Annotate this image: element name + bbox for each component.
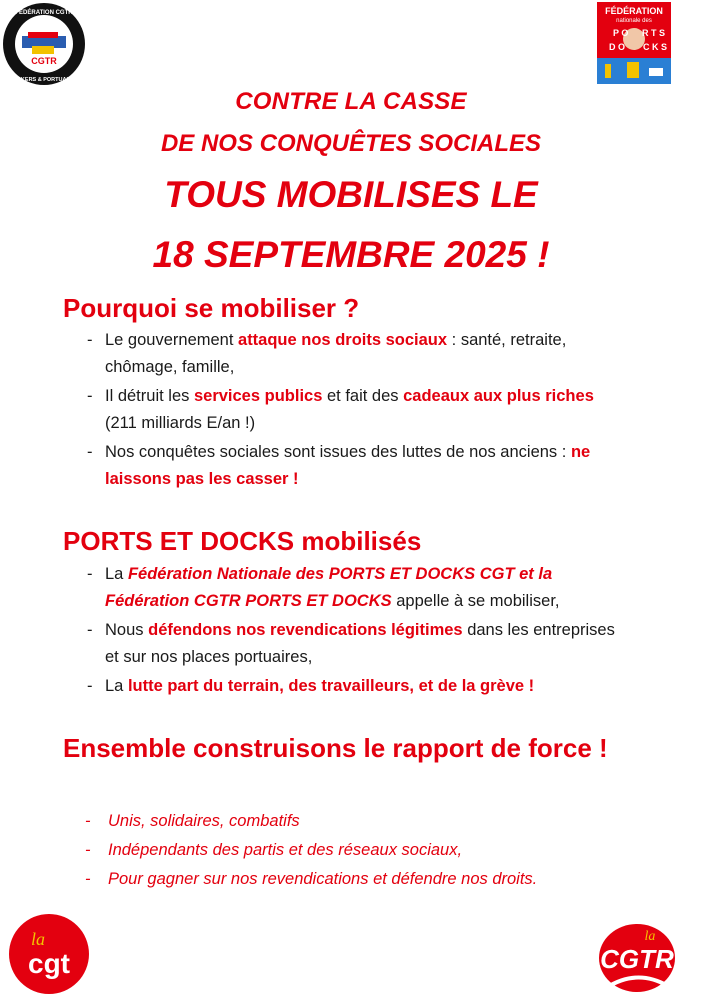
svg-text:P O: P O: [613, 28, 629, 38]
list-item: - Il détruit les services publics et fait des cadeaux aux plus riches (211 milliards E/an !): [87, 387, 594, 432]
section-title-together: Ensemble construisons le rapport de force !: [63, 733, 608, 763]
svg-text:DOCKERS & PORTUAIRES: DOCKERS & PORTUAIRES: [8, 77, 80, 83]
svg-text:C K S: C K S: [643, 42, 668, 52]
together-list: [0, 808, 623, 895]
headline-date: 18 SEPTEMBRE 2025 !: [152, 234, 550, 275]
headline-line-1: CONTRE LA CASSE: [235, 88, 467, 115]
cgtr-ports-docks-seal-logo: [2, 2, 86, 86]
svg-text:la: la: [30, 929, 46, 949]
list-item: - La lutte part du terrain, des travailleurs, et de la grève !: [87, 677, 535, 695]
svg-text:nationale des: nationale des: [616, 18, 652, 24]
headline-line-3: TOUS MOBILISES LE: [164, 174, 538, 215]
svg-text:CGTR: CGTR: [600, 944, 674, 974]
la-cgtr-logo: [596, 918, 678, 994]
ports-docks-list: [0, 561, 620, 702]
list-item: - Indépendants des partis et des réseaux sociaux,: [85, 841, 463, 859]
la-cgt-logo: [8, 913, 90, 995]
svg-text:D O: D O: [609, 42, 626, 52]
list-item: - Nous défendons nos revendications légitimes dans les entreprises et sur nos places portuaires,: [87, 621, 615, 666]
section-title-why-mobilize: Pourquoi se mobiliser ?: [63, 293, 360, 323]
svg-text:cgt: cgt: [28, 948, 70, 979]
list-item: - Unis, solidaires, combatifs: [85, 812, 300, 830]
svg-text:R T S: R T S: [642, 28, 666, 38]
why-mobilize-list: [0, 327, 620, 495]
headline-line-2: DE NOS CONQUÊTES SOCIALES: [160, 130, 542, 157]
section-title-ports-docks: PORTS ET DOCKS mobilisés: [63, 526, 422, 556]
svg-text:FÉDÉRATION CGTR: FÉDÉRATION CGTR: [15, 10, 73, 16]
federation-ports-docks-logo: [597, 2, 671, 84]
svg-text:la: la: [644, 929, 656, 944]
svg-text:FÉDÉRATION: FÉDÉRATION: [605, 6, 663, 16]
list-item: - La Fédération Nationale des PORTS ET DOCKS CGT et la Fédération CGTR PORTS ET DOCKS appelle à se mobiliser,: [87, 565, 560, 610]
list-item: - Pour gagner sur nos revendications et défendre nos droits.: [85, 870, 538, 888]
list-item: - Nos conquêtes sociales sont issues des luttes de nos anciens : ne laissons pas les casser !: [87, 443, 591, 488]
svg-text:CGTR: CGTR: [31, 56, 57, 66]
list-item: - Le gouvernement attaque nos droits sociaux : santé, retraite, chômage, famille,: [87, 331, 567, 376]
